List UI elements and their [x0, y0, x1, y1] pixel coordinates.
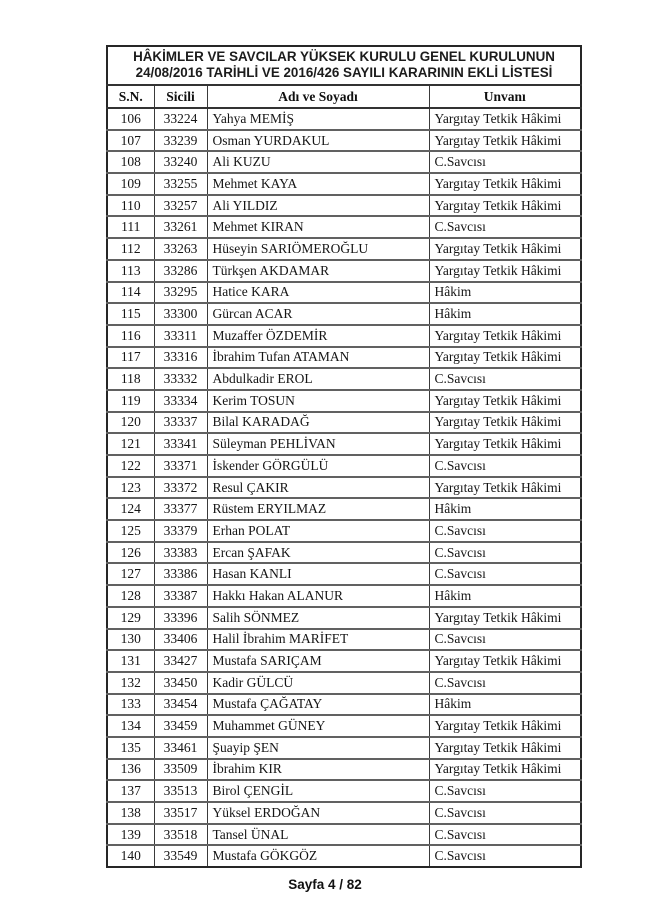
personnel-table	[106, 45, 582, 868]
cell-sn: 134	[107, 715, 154, 737]
table-row	[107, 282, 581, 304]
cell-title: Hâkim	[429, 498, 581, 520]
table-row	[107, 520, 581, 542]
cell-title: Yargıtay Tetkik Hâkimi	[429, 260, 581, 282]
cell-sn: 119	[107, 390, 154, 412]
cell-sicil: 33311	[154, 325, 207, 347]
cell-sicil: 33386	[154, 563, 207, 585]
cell-title: C.Savcısı	[429, 520, 581, 542]
table-row	[107, 824, 581, 846]
cell-name: Ali KUZU	[207, 151, 429, 173]
cell-name: Ercan ŞAFAK	[207, 542, 429, 564]
cell-title: Yargıtay Tetkik Hâkimi	[429, 607, 581, 629]
cell-name: Erhan POLAT	[207, 520, 429, 542]
cell-sicil: 33509	[154, 759, 207, 781]
cell-sn: 120	[107, 412, 154, 434]
table-row	[107, 715, 581, 737]
cell-title: Yargıtay Tetkik Hâkimi	[429, 173, 581, 195]
cell-name: Mehmet KAYA	[207, 173, 429, 195]
cell-title: C.Savcısı	[429, 802, 581, 824]
cell-title: C.Savcısı	[429, 368, 581, 390]
cell-sicil: 33261	[154, 216, 207, 238]
cell-name: Ali YILDIZ	[207, 195, 429, 217]
cell-title: C.Savcısı	[429, 455, 581, 477]
cell-sicil: 33379	[154, 520, 207, 542]
column-header-title: Unvanı	[429, 85, 581, 108]
cell-sicil: 33372	[154, 477, 207, 499]
cell-sn: 107	[107, 130, 154, 152]
cell-name: Halil İbrahim MARİFET	[207, 629, 429, 651]
cell-sicil: 33239	[154, 130, 207, 152]
table-body	[107, 108, 581, 867]
cell-name: Türkşen AKDAMAR	[207, 260, 429, 282]
cell-sn: 108	[107, 151, 154, 173]
cell-name: Rüstem ERYILMAZ	[207, 498, 429, 520]
table-title	[107, 46, 581, 85]
cell-name: Hakkı Hakan ALANUR	[207, 585, 429, 607]
cell-sicil: 33387	[154, 585, 207, 607]
table-row	[107, 759, 581, 781]
cell-sn: 115	[107, 303, 154, 325]
cell-sicil: 33454	[154, 694, 207, 716]
table-row	[107, 780, 581, 802]
cell-sicil: 33255	[154, 173, 207, 195]
column-header-row	[107, 85, 581, 108]
column-header-sicil: Sicili	[154, 85, 207, 108]
table-row	[107, 303, 581, 325]
table-row	[107, 455, 581, 477]
cell-sicil: 33518	[154, 824, 207, 846]
cell-sn: 116	[107, 325, 154, 347]
cell-title: Yargıtay Tetkik Hâkimi	[429, 759, 581, 781]
cell-title: C.Savcısı	[429, 824, 581, 846]
cell-sicil: 33240	[154, 151, 207, 173]
title-line-2: 24/08/2016 TARİHLİ VE 2016/426 SAYILI KARARININ EKLİ LİSTESİ	[135, 65, 553, 80]
cell-sicil: 33337	[154, 412, 207, 434]
column-header-sn: S.N.	[107, 85, 154, 108]
table-row	[107, 368, 581, 390]
cell-title: C.Savcısı	[429, 542, 581, 564]
cell-sn: 109	[107, 173, 154, 195]
cell-sicil: 33406	[154, 629, 207, 651]
cell-name: Mehmet KIRAN	[207, 216, 429, 238]
table-row	[107, 563, 581, 585]
cell-sicil: 33257	[154, 195, 207, 217]
cell-title: C.Savcısı	[429, 563, 581, 585]
cell-title: Hâkim	[429, 694, 581, 716]
cell-title: Yargıtay Tetkik Hâkimi	[429, 737, 581, 759]
cell-sicil: 33316	[154, 347, 207, 369]
cell-title: Hâkim	[429, 282, 581, 304]
cell-sicil: 33459	[154, 715, 207, 737]
cell-sicil: 33461	[154, 737, 207, 759]
table-row	[107, 694, 581, 716]
column-header-name: Adı ve Soyadı	[207, 85, 429, 108]
table-row	[107, 412, 581, 434]
cell-sn: 136	[107, 759, 154, 781]
table-row	[107, 845, 581, 867]
cell-sn: 127	[107, 563, 154, 585]
table-row	[107, 390, 581, 412]
cell-sn: 126	[107, 542, 154, 564]
cell-name: Salih SÖNMEZ	[207, 607, 429, 629]
table-row	[107, 477, 581, 499]
cell-title: C.Savcısı	[429, 672, 581, 694]
cell-name: Bilal KARADAĞ	[207, 412, 429, 434]
cell-name: Süleyman PEHLİVAN	[207, 433, 429, 455]
cell-sicil: 33450	[154, 672, 207, 694]
cell-sn: 123	[107, 477, 154, 499]
table-row	[107, 585, 581, 607]
cell-sn: 117	[107, 347, 154, 369]
cell-sn: 106	[107, 108, 154, 130]
cell-title: Yargıtay Tetkik Hâkimi	[429, 715, 581, 737]
cell-sn: 125	[107, 520, 154, 542]
cell-sn: 140	[107, 845, 154, 867]
cell-sn: 110	[107, 195, 154, 217]
cell-title: Yargıtay Tetkik Hâkimi	[429, 325, 581, 347]
cell-name: Resul ÇAKIR	[207, 477, 429, 499]
cell-sn: 124	[107, 498, 154, 520]
cell-sicil: 33517	[154, 802, 207, 824]
cell-title: C.Savcısı	[429, 216, 581, 238]
cell-name: İbrahim KIR	[207, 759, 429, 781]
cell-sicil: 33549	[154, 845, 207, 867]
cell-sn: 118	[107, 368, 154, 390]
cell-title: Yargıtay Tetkik Hâkimi	[429, 477, 581, 499]
cell-title: C.Savcısı	[429, 629, 581, 651]
table-row	[107, 498, 581, 520]
table-row	[107, 195, 581, 217]
cell-sicil: 33224	[154, 108, 207, 130]
cell-sicil: 33427	[154, 650, 207, 672]
cell-sicil: 33377	[154, 498, 207, 520]
cell-sicil: 33513	[154, 780, 207, 802]
cell-sn: 137	[107, 780, 154, 802]
cell-title: Hâkim	[429, 585, 581, 607]
cell-name: Mustafa GÖKGÖZ	[207, 845, 429, 867]
cell-sicil: 33295	[154, 282, 207, 304]
table-row	[107, 260, 581, 282]
cell-name: Hatice KARA	[207, 282, 429, 304]
cell-sn: 112	[107, 238, 154, 260]
cell-sn: 114	[107, 282, 154, 304]
cell-name: Hüseyin SARIÖMEROĞLU	[207, 238, 429, 260]
cell-title: Yargıtay Tetkik Hâkimi	[429, 238, 581, 260]
cell-sicil: 33334	[154, 390, 207, 412]
cell-sicil: 33300	[154, 303, 207, 325]
cell-sicil: 33396	[154, 607, 207, 629]
cell-name: Gürcan ACAR	[207, 303, 429, 325]
table-row	[107, 672, 581, 694]
table-row	[107, 629, 581, 651]
cell-sn: 129	[107, 607, 154, 629]
cell-name: Kerim TOSUN	[207, 390, 429, 412]
cell-sicil: 33286	[154, 260, 207, 282]
cell-name: Abdulkadir EROL	[207, 368, 429, 390]
cell-sicil: 33263	[154, 238, 207, 260]
cell-sicil: 33341	[154, 433, 207, 455]
cell-title: Yargıtay Tetkik Hâkimi	[429, 108, 581, 130]
table-row	[107, 433, 581, 455]
cell-name: Osman YURDAKUL	[207, 130, 429, 152]
table-row	[107, 325, 581, 347]
cell-name: Muhammet GÜNEY	[207, 715, 429, 737]
cell-sicil: 33383	[154, 542, 207, 564]
cell-title: Hâkim	[429, 303, 581, 325]
cell-title: Yargıtay Tetkik Hâkimi	[429, 130, 581, 152]
cell-sn: 135	[107, 737, 154, 759]
table-row	[107, 216, 581, 238]
cell-sn: 113	[107, 260, 154, 282]
cell-sn: 122	[107, 455, 154, 477]
cell-name: Mustafa ÇAĞATAY	[207, 694, 429, 716]
cell-title: Yargıtay Tetkik Hâkimi	[429, 347, 581, 369]
cell-title: Yargıtay Tetkik Hâkimi	[429, 195, 581, 217]
cell-title: C.Savcısı	[429, 151, 581, 173]
cell-title: Yargıtay Tetkik Hâkimi	[429, 390, 581, 412]
cell-sn: 133	[107, 694, 154, 716]
cell-name: Hasan KANLI	[207, 563, 429, 585]
title-row	[107, 46, 581, 85]
cell-name: Kadir GÜLCÜ	[207, 672, 429, 694]
cell-name: Şuayip ŞEN	[207, 737, 429, 759]
cell-name: Yüksel ERDOĞAN	[207, 802, 429, 824]
cell-name: Mustafa SARIÇAM	[207, 650, 429, 672]
cell-title: Yargıtay Tetkik Hâkimi	[429, 433, 581, 455]
cell-sn: 121	[107, 433, 154, 455]
table-row	[107, 607, 581, 629]
cell-sn: 132	[107, 672, 154, 694]
table-row	[107, 151, 581, 173]
cell-name: Muzaffer ÖZDEMİR	[207, 325, 429, 347]
table-row	[107, 173, 581, 195]
table-row	[107, 238, 581, 260]
cell-sicil: 33332	[154, 368, 207, 390]
cell-sn: 128	[107, 585, 154, 607]
cell-sn: 130	[107, 629, 154, 651]
cell-title: Yargıtay Tetkik Hâkimi	[429, 650, 581, 672]
table-row	[107, 347, 581, 369]
cell-sn: 139	[107, 824, 154, 846]
table-row	[107, 108, 581, 130]
cell-name: Tansel ÜNAL	[207, 824, 429, 846]
cell-name: Birol ÇENGİL	[207, 780, 429, 802]
cell-title: Yargıtay Tetkik Hâkimi	[429, 412, 581, 434]
cell-title: C.Savcısı	[429, 845, 581, 867]
table-row	[107, 542, 581, 564]
title-line-1: HÂKİMLER VE SAVCILAR YÜKSEK KURULU GENEL KURULUNUN	[133, 49, 555, 64]
cell-name: Yahya MEMİŞ	[207, 108, 429, 130]
cell-name: İbrahim Tufan ATAMAN	[207, 347, 429, 369]
cell-sn: 138	[107, 802, 154, 824]
table-row	[107, 802, 581, 824]
cell-sicil: 33371	[154, 455, 207, 477]
cell-name: İskender GÖRGÜLÜ	[207, 455, 429, 477]
table-row	[107, 650, 581, 672]
cell-title: C.Savcısı	[429, 780, 581, 802]
table-row	[107, 737, 581, 759]
cell-sn: 111	[107, 216, 154, 238]
page-number: Sayfa 4 / 82	[288, 877, 362, 892]
table-row	[107, 130, 581, 152]
cell-sn: 131	[107, 650, 154, 672]
